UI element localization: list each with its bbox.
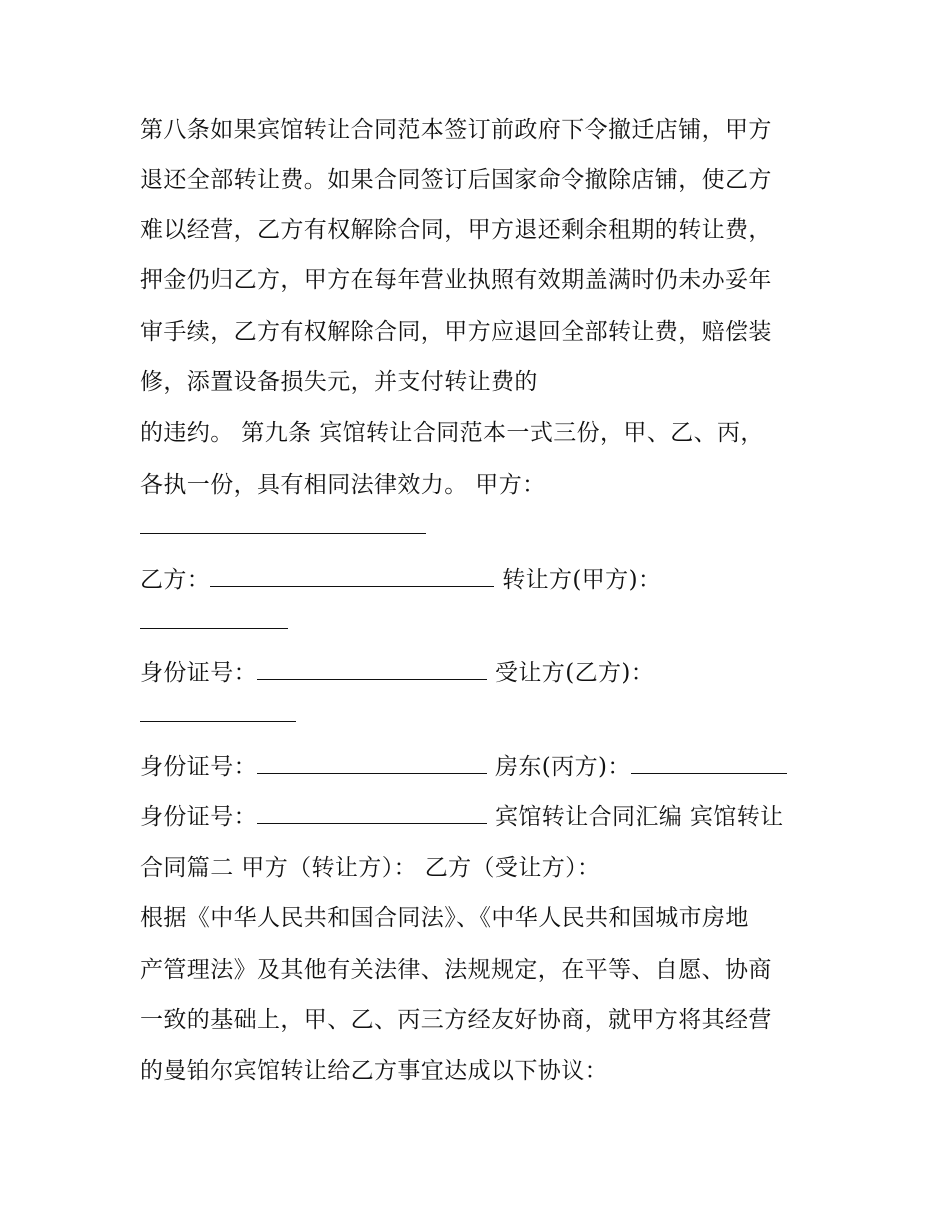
party-b-label: 乙方： [140, 567, 211, 593]
transferor-signature-line [140, 607, 830, 637]
paragraph-line: 一致的基础上，甲、乙、丙三方经友好协商，就甲方将其经营 [140, 1007, 772, 1033]
id-number-row-1 [140, 658, 830, 688]
signature-blank [140, 529, 426, 534]
signature-blank [257, 675, 487, 680]
paragraph-line: 的违约。 第九条 宾馆转让合同范本一式三份，甲、乙、丙， [140, 420, 764, 446]
transferor-label: 转让方(甲方)： [502, 567, 662, 593]
transferee-label: 受让方(乙方)： [495, 660, 655, 686]
paragraph-line: 修，添置设备损失元，并支付转让费的 [140, 369, 538, 395]
id-number-label: 身份证号： [140, 754, 257, 780]
paragraph-line: 难以经营，乙方有权解除合同，甲方退还剩余租期的转让费， [140, 217, 772, 243]
collection-title: 宾馆转让合同汇编 宾馆转让 [495, 804, 784, 830]
paragraph-line: 产管理法》及其他有关法律、法规规定，在平等、自愿、协商 [140, 957, 772, 983]
paragraph-line: 审手续，乙方有权解除合同，甲方应退回全部转让费，赔偿装 [140, 319, 772, 345]
signature-blank [257, 769, 487, 774]
paragraph-line: 押金仍归乙方，甲方在每年营业执照有效期盖满时仍未办妥年 [140, 267, 772, 293]
paragraph-line: 退还全部转让费。如果合同签订后国家命令撤除店铺，使乙方 [140, 167, 772, 193]
signature-blank [140, 717, 296, 722]
signature-blank [210, 582, 494, 587]
paragraph-line: 根据《中华人民共和国合同法》、《中华人民共和国城市房地 [140, 905, 749, 931]
signature-blank [631, 769, 787, 774]
party-b-row [140, 565, 830, 595]
id-number-label: 身份证号： [140, 660, 257, 686]
id-number-label: 身份证号： [140, 804, 257, 830]
party-a-signature-line [140, 512, 830, 542]
id-number-row-2 [140, 752, 830, 782]
id-number-row-3 [140, 802, 830, 832]
signature-blank [140, 624, 288, 629]
transferee-signature-line [140, 700, 830, 730]
paragraph-line: 各执一份，具有相同法律效力。 甲方： [140, 472, 546, 498]
paragraph-line: 的曼铂尔宾馆转让给乙方事宜达成以下协议： [140, 1058, 608, 1084]
landlord-label: 房东(丙方)： [495, 754, 631, 780]
paragraph-line: 合同篇二 甲方（转让方）： 乙方（受让方）： [140, 855, 601, 881]
signature-blank [257, 819, 487, 824]
paragraph-line: 第八条如果宾馆转让合同范本签订前政府下令撤迁店铺，甲方 [140, 117, 772, 143]
